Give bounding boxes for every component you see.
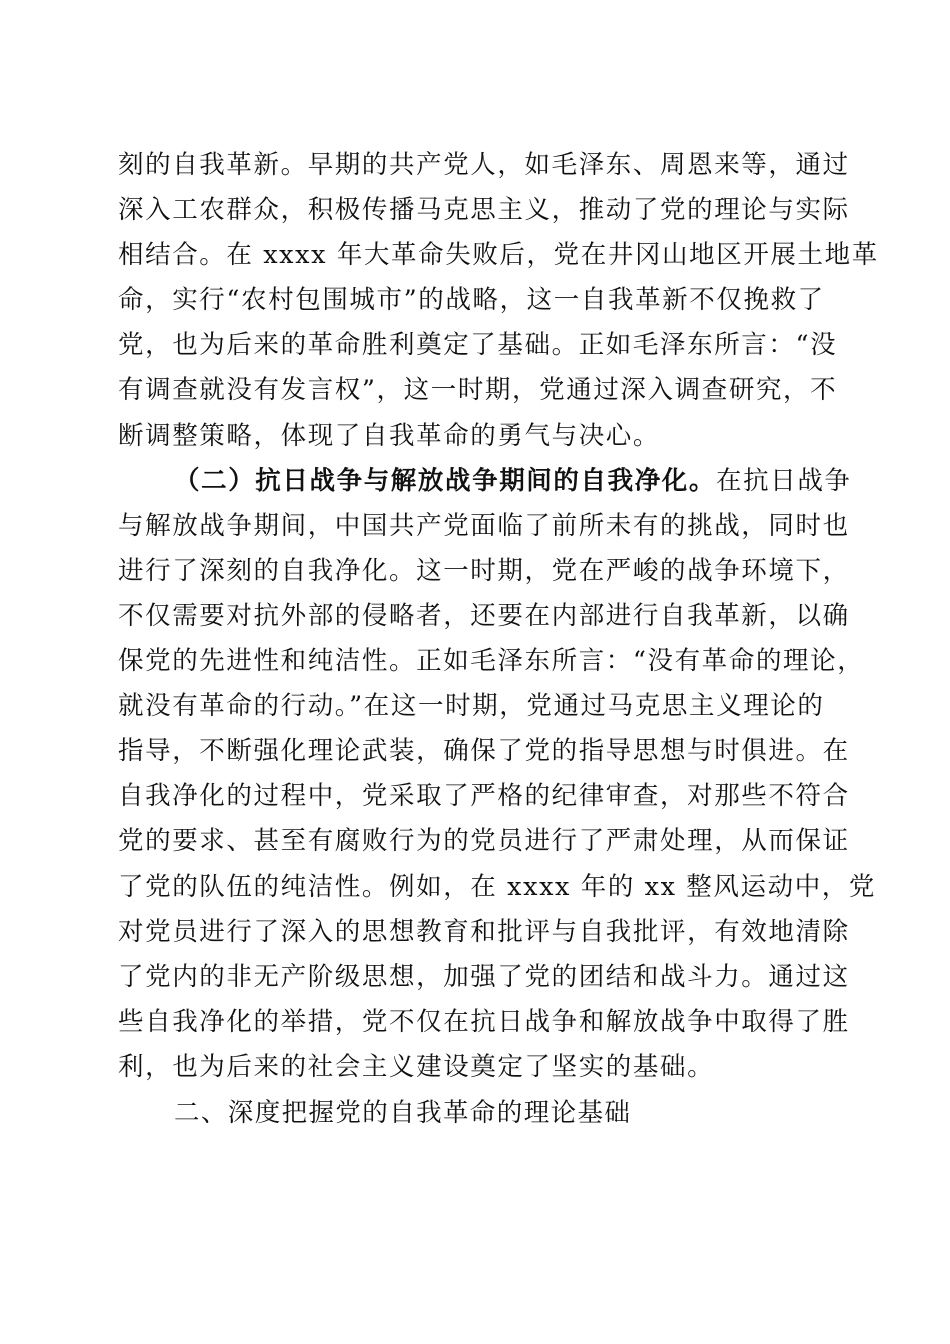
text-line: 对党员进行了深入的思想教育和批评与自我批评，有效地清除 [118,916,850,947]
text-line: 就没有革命的行动。”在这一时期，党通过马克思主义理论的 [118,691,825,722]
text-line: 利，也为后来的社会主义建设奠定了坚实的基础。 [118,1051,715,1082]
text-line: 进行了深刻的自我净化。这一时期，党在严峻的战争环境下， [118,555,850,586]
text-line: 自我净化的过程中，党采取了严格的纪律审查，对那些不符合 [118,781,850,812]
text-line: 断调整策略，体现了自我革命的勇气与决心。 [118,420,661,451]
text-line: 党，也为后来的革命胜利奠定了基础。正如毛泽东所言：“没 [118,330,838,361]
document-body [118,143,879,1136]
text-line: 指导，不断强化理论武装，确保了党的指导思想与时俱进。在 [118,736,850,767]
text-line: 刻的自我革新。早期的共产党人，如毛泽东、周恩来等，通过 [118,150,850,180]
text-line: 相结合。在 xxxx 年大革命失败后，党在井冈山地区开展土地革 [118,240,879,271]
paragraph-1 [118,143,879,459]
text-line: 了党内的非无产阶级思想，加强了党的团结和战斗力。通过这 [118,961,850,992]
text-line: 深入工农群众，积极传播马克思主义，推动了党的理论与实际 [118,195,850,226]
paragraph-2 [118,459,877,1090]
section-heading: 二、深度把握党的自我革命的理论基础 [174,1097,632,1128]
text-line: 保党的先进性和纯洁性。正如毛泽东所言：“没有革命的理论， [118,646,865,677]
subsection-heading: （二）抗日战争与解放战争期间的自我净化。 [174,465,717,496]
text-line: 些自我净化的举措，党不仅在抗日战争和解放战争中取得了胜 [118,1006,850,1037]
text-line: 不仅需要对抗外部的侵略者，还要在内部进行自我革新，以确 [118,600,850,631]
text-line: 党的要求、甚至有腐败行为的党员进行了严肃处理，从而保证 [118,826,850,857]
text-line: 与解放战争期间，中国共产党面临了前所未有的挑战，同时也 [118,510,850,541]
text-line: 了党的队伍的纯洁性。例如，在 xxxx 年的 xx 整风运动中，党 [118,871,877,902]
text-line: 命，实行“农村包围城市”的战略，这一自我革新不仅挽救了 [118,285,825,316]
text-line: 有调查就没有发言权”，这一时期，党通过深入调查研究，不 [118,375,838,406]
paragraph-2-first-line [118,459,852,504]
text-fragment: 在抗日战争 [716,465,852,496]
